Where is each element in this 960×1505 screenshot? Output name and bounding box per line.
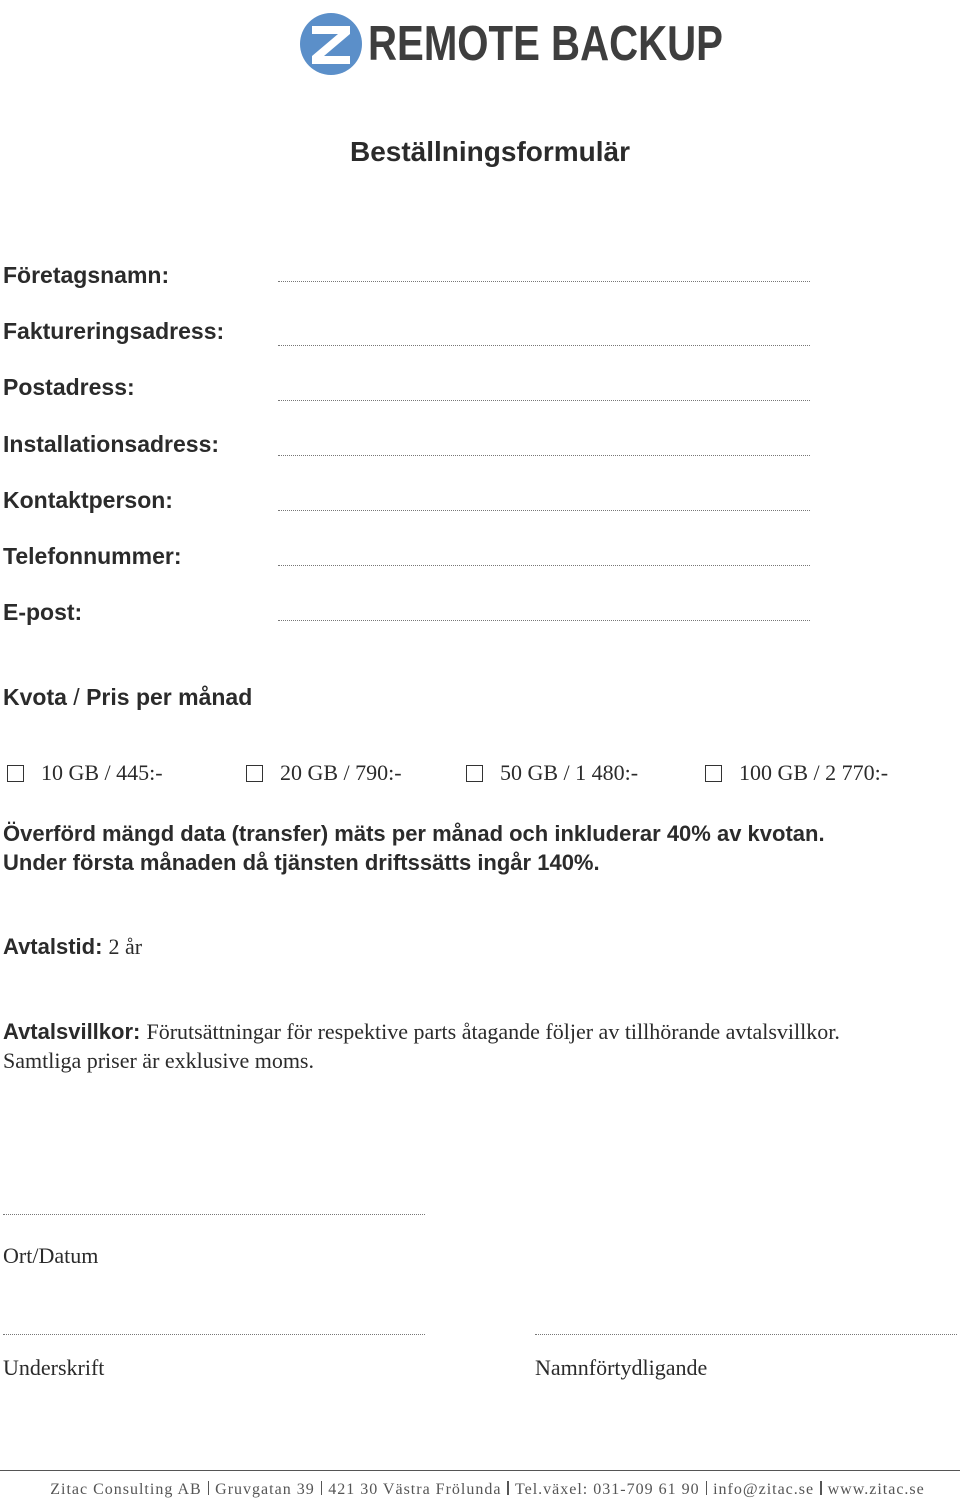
transfer-line-2: Under första månaden då tjänsten driftssätts ingår 140%.: [3, 850, 600, 875]
quota-option-label: 50 GB / 1 480:-: [500, 760, 639, 785]
quota-option-20gb[interactable]: [246, 760, 402, 786]
field-line-phone[interactable]: [278, 565, 810, 566]
name-clarification-line[interactable]: [535, 1334, 957, 1335]
field-line-billing-address[interactable]: [278, 345, 810, 346]
name-clarification-label: Namnförtydligande: [535, 1355, 708, 1380]
quota-option-10gb[interactable]: [7, 760, 163, 786]
quota-option-label: 100 GB / 2 770:-: [739, 760, 889, 785]
quota-heading: [3, 684, 252, 711]
field-label-billing-address: Faktureringsadress:: [3, 318, 225, 344]
field-label-installation-address: Installationsadress:: [3, 431, 220, 457]
footer-street: Gruvgatan 39: [215, 1481, 315, 1498]
field-line-contact-person[interactable]: [278, 510, 810, 511]
checkbox-100gb[interactable]: [705, 765, 722, 782]
z-circle-logo-icon: [300, 6, 362, 82]
footer-separator: [321, 1481, 323, 1495]
footer-phone: Tel.växel: 031-709 61 90: [514, 1481, 700, 1498]
field-line-company[interactable]: [278, 281, 810, 282]
field-label-phone: Telefonnummer:: [3, 543, 182, 569]
contract-term-label: Avtalstid:: [3, 934, 103, 959]
field-line-email[interactable]: [278, 620, 810, 621]
logo: [300, 6, 801, 82]
quota-option-100gb[interactable]: [705, 760, 888, 786]
place-date-line[interactable]: [3, 1214, 425, 1215]
field-label-company: Företagsnamn:: [3, 262, 170, 288]
checkbox-20gb[interactable]: [246, 765, 263, 782]
field-label-postal-address: Postadress:: [3, 374, 135, 400]
footer-separator: [507, 1481, 509, 1495]
field-label-email: E-post:: [3, 599, 83, 625]
quota-heading-slash: /: [66, 684, 87, 710]
footer-divider: [0, 1470, 960, 1471]
contract-terms-label: Avtalsvillkor:: [3, 1019, 141, 1044]
contract-term: [3, 932, 142, 961]
quota-heading-part1: Kvota: [3, 684, 67, 710]
footer-separator: [820, 1481, 822, 1495]
field-line-postal-address[interactable]: [278, 400, 810, 401]
checkbox-50gb[interactable]: [466, 765, 483, 782]
logo-wordmark: REMOTE BACKUP: [368, 16, 723, 71]
contract-terms: [3, 1017, 840, 1075]
field-label-contact-person: Kontaktperson:: [3, 487, 173, 513]
footer-company: Zitac Consulting AB: [50, 1481, 202, 1498]
signature-label: Underskrift: [3, 1355, 105, 1380]
contract-term-value: 2 år: [108, 934, 143, 959]
page-title: Beställningsformulär: [349, 136, 631, 167]
transfer-paragraph: [3, 819, 825, 877]
quota-option-50gb[interactable]: [466, 760, 638, 786]
footer-separator: [706, 1481, 708, 1495]
contract-terms-line-2: Samtliga priser är exklusive moms.: [3, 1048, 314, 1073]
checkbox-10gb[interactable]: [7, 765, 24, 782]
footer-separator: [208, 1481, 210, 1495]
footer-email: info@zitac.se: [713, 1481, 815, 1498]
field-line-installation-address[interactable]: [278, 455, 810, 456]
signature-line[interactable]: [3, 1334, 425, 1335]
place-date-label: Ort/Datum: [3, 1243, 99, 1268]
contract-terms-line-1: Förutsättningar för respektive parts åtagande följer av tillhörande avtalsvillkor.: [146, 1019, 840, 1044]
transfer-line-1: Överförd mängd data (transfer) mäts per månad och inkluderar 40% av kvotan.: [3, 821, 825, 846]
quota-option-label: 20 GB / 790:-: [280, 760, 402, 785]
footer: [0, 1481, 960, 1499]
quota-heading-part2: Pris per månad: [86, 684, 253, 710]
footer-web: www.zitac.se: [827, 1481, 925, 1498]
footer-city: 421 30 Västra Frölunda: [328, 1481, 502, 1498]
quota-option-label: 10 GB / 445:-: [41, 760, 163, 785]
